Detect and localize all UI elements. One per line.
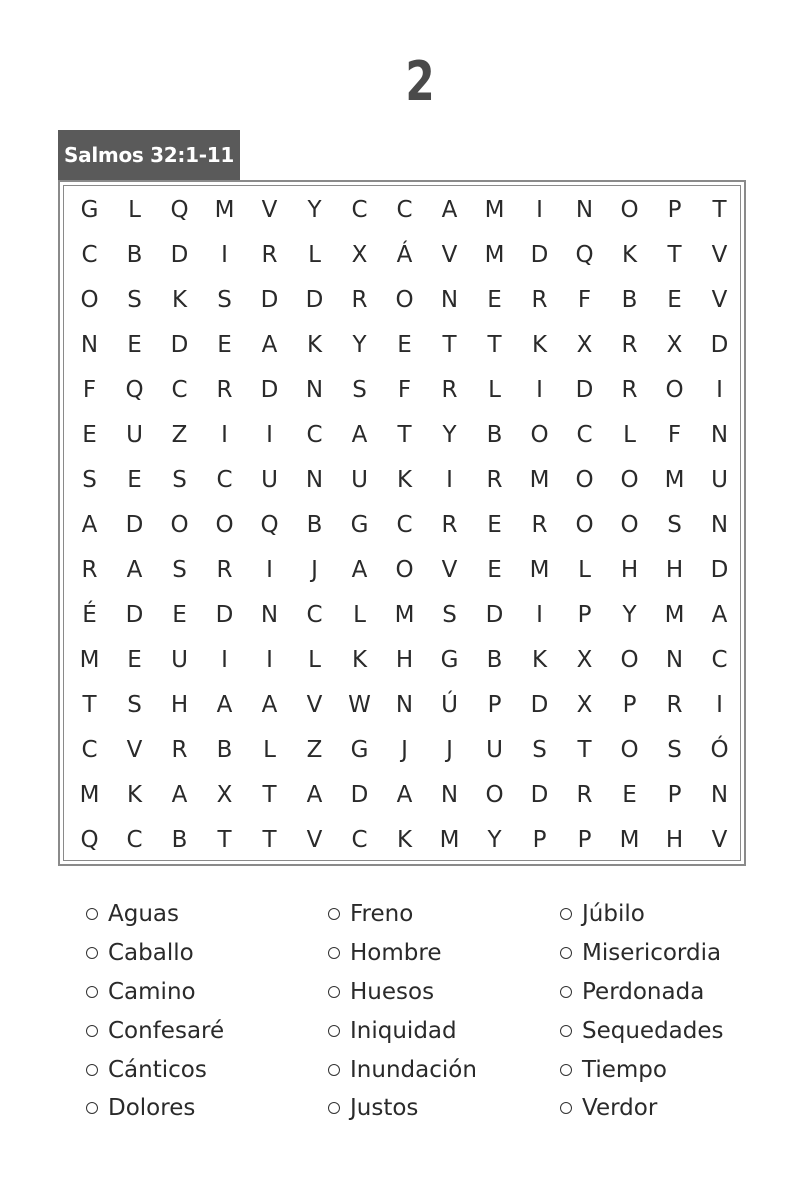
grid-letter-cell[interactable]: A — [351, 556, 368, 583]
grid-letter-cell[interactable]: V — [711, 286, 728, 313]
grid-letter-cell[interactable]: L — [128, 196, 141, 223]
word-list-item[interactable] — [86, 1089, 224, 1128]
word-label: Iniquidad — [350, 1017, 457, 1044]
grid-letter-cell[interactable]: L — [623, 421, 636, 448]
checkbox-circle-icon[interactable] — [560, 1102, 572, 1114]
grid-letter-cell[interactable]: I — [266, 556, 273, 583]
grid-letter-cell[interactable]: J — [311, 556, 318, 583]
grid-letter-cell[interactable]: K — [621, 241, 638, 268]
grid-letter-cell[interactable]: C — [351, 196, 368, 223]
grid-letter-cell[interactable]: Y — [622, 601, 637, 628]
grid-letter-cell[interactable]: X — [351, 241, 368, 268]
grid-letter-cell[interactable]: G — [80, 196, 99, 223]
grid-letter-cell[interactable]: T — [217, 826, 232, 853]
grid-letter-cell[interactable]: O — [530, 421, 549, 448]
word-column — [86, 895, 224, 1128]
grid-letter-cell[interactable]: G — [350, 511, 369, 538]
word-label: Confesaré — [108, 1017, 225, 1044]
grid-letter-cell[interactable]: D — [260, 376, 279, 403]
grid-letter-cell[interactable]: D — [530, 691, 549, 718]
grid-letter-cell[interactable]: K — [171, 286, 188, 313]
grid-letter-cell[interactable]: C — [171, 376, 188, 403]
grid-letter-cell[interactable]: O — [80, 286, 99, 313]
grid-letter-cell[interactable]: E — [127, 466, 142, 493]
grid-letter-cell[interactable]: I — [266, 421, 273, 448]
grid-letter-cell[interactable]: R — [531, 286, 548, 313]
grid-letter-cell[interactable]: A — [216, 691, 233, 718]
puzzle-number: 2 — [405, 50, 435, 113]
grid-letter-cell[interactable]: A — [306, 781, 323, 808]
grid-letter-cell[interactable]: C — [351, 826, 368, 853]
grid-letter-cell[interactable]: P — [487, 691, 502, 718]
word-list-item[interactable] — [86, 973, 224, 1012]
word-label: Caballo — [108, 940, 194, 967]
grid-letter-cell[interactable]: T — [577, 736, 592, 763]
grid-letter-cell[interactable]: L — [488, 376, 501, 403]
grid-letter-cell[interactable]: K — [396, 826, 413, 853]
grid-letter-cell[interactable]: K — [351, 646, 368, 673]
grid-letter-cell[interactable]: I — [536, 376, 543, 403]
grid-letter-cell[interactable]: A — [171, 781, 188, 808]
grid-letter-cell[interactable]: X — [576, 691, 593, 718]
word-list-item[interactable] — [560, 895, 724, 934]
word-label: Huesos — [350, 978, 435, 1005]
grid-letter-cell[interactable]: N — [305, 376, 324, 403]
grid-letter-cell[interactable]: R — [531, 511, 548, 538]
grid-letter-cell[interactable]: D — [485, 601, 504, 628]
grid-letter-cell[interactable]: B — [621, 286, 638, 313]
grid-letter-cell[interactable]: L — [308, 646, 321, 673]
grid-letter-cell[interactable]: I — [716, 691, 723, 718]
grid-letter-cell[interactable]: S — [532, 736, 547, 763]
checkbox-circle-icon[interactable] — [560, 947, 572, 959]
grid-letter-cell[interactable]: I — [266, 646, 273, 673]
grid-letter-cell[interactable]: O — [395, 556, 414, 583]
grid-letter-cell[interactable]: P — [667, 781, 682, 808]
grid-letter-cell[interactable]: S — [667, 736, 682, 763]
grid-letter-cell[interactable]: U — [486, 736, 503, 763]
grid-letter-cell[interactable]: M — [484, 241, 505, 268]
grid-letter-cell[interactable]: Z — [306, 736, 323, 763]
grid-letter-cell[interactable]: R — [216, 376, 233, 403]
grid-letter-cell[interactable]: O — [170, 511, 189, 538]
grid-letter-cell[interactable]: X — [576, 646, 593, 673]
word-list-item[interactable] — [560, 1011, 724, 1050]
grid-letter-cell[interactable]: T — [667, 241, 682, 268]
grid-letter-cell[interactable]: E — [397, 331, 412, 358]
grid-letter-cell[interactable]: O — [575, 466, 594, 493]
grid-letter-cell[interactable]: C — [306, 601, 323, 628]
grid-letter-cell[interactable]: Q — [170, 196, 189, 223]
grid-letter-cell[interactable]: M — [484, 196, 505, 223]
grid-letter-cell[interactable]: S — [82, 466, 97, 493]
grid-letter-cell[interactable]: P — [577, 601, 592, 628]
grid-letter-cell[interactable]: R — [576, 781, 593, 808]
grid-letter-cell[interactable]: O — [395, 286, 414, 313]
word-label: Sequedades — [582, 1017, 724, 1044]
grid-letter-cell[interactable]: D — [170, 331, 189, 358]
word-label: Aguas — [108, 901, 179, 928]
grid-letter-cell[interactable]: M — [79, 646, 100, 673]
grid-letter-cell[interactable]: G — [440, 646, 459, 673]
grid-letter-cell[interactable]: F — [397, 376, 412, 403]
grid-letter-cell[interactable]: E — [82, 421, 97, 448]
grid-letter-cell[interactable]: D — [125, 601, 144, 628]
grid-letter-cell[interactable]: I — [221, 646, 228, 673]
grid-letter-cell[interactable]: U — [351, 466, 368, 493]
word-list-item[interactable] — [560, 973, 724, 1012]
grid-letter-cell[interactable]: M — [619, 826, 640, 853]
grid-letter-cell[interactable]: R — [171, 736, 188, 763]
grid-letter-cell[interactable]: E — [667, 286, 682, 313]
grid-letter-cell[interactable]: M — [79, 781, 100, 808]
grid-letter-cell[interactable]: Ú — [441, 691, 458, 718]
word-list — [86, 895, 766, 1135]
grid-letter-cell[interactable]: R — [81, 556, 98, 583]
grid-letter-cell[interactable]: Á — [396, 241, 413, 268]
word-list-item[interactable] — [560, 1050, 724, 1089]
grid-letter-cell[interactable]: H — [665, 556, 684, 583]
grid-letter-cell[interactable]: I — [221, 241, 228, 268]
word-list-item[interactable] — [328, 895, 477, 934]
grid-letter-cell[interactable]: R — [261, 241, 278, 268]
grid-letter-cell[interactable]: L — [353, 601, 366, 628]
word-label: Cánticos — [108, 1056, 207, 1083]
checkbox-circle-icon[interactable] — [86, 1025, 98, 1037]
grid-letter-cell[interactable]: A — [126, 556, 143, 583]
checkbox-circle-icon[interactable] — [560, 1064, 572, 1076]
grid-letter-cell[interactable]: C — [396, 511, 413, 538]
grid-letter-cell[interactable]: O — [485, 781, 504, 808]
grid-letter-cell[interactable]: B — [216, 736, 233, 763]
grid-letter-cell[interactable]: C — [306, 421, 323, 448]
word-list-item[interactable] — [328, 934, 477, 973]
checkbox-circle-icon[interactable] — [328, 1064, 340, 1076]
checkbox-circle-icon[interactable] — [328, 1025, 340, 1037]
grid-letter-cell[interactable]: O — [575, 511, 594, 538]
grid-letter-cell[interactable]: H — [170, 691, 189, 718]
grid-letter-cell[interactable]: P — [577, 826, 592, 853]
grid-letter-cell[interactable]: K — [126, 781, 143, 808]
grid-letter-cell[interactable]: R — [486, 466, 503, 493]
grid-letter-cell[interactable]: L — [263, 736, 276, 763]
grid-letter-cell[interactable]: D — [710, 331, 729, 358]
checkbox-circle-icon[interactable] — [328, 1102, 340, 1114]
word-list-item[interactable] — [86, 895, 224, 934]
grid-letter-cell[interactable]: B — [486, 421, 503, 448]
grid-letter-cell[interactable]: N — [260, 601, 279, 628]
grid-letter-cell[interactable]: G — [350, 736, 369, 763]
grid-letter-cell[interactable]: R — [351, 286, 368, 313]
grid-letter-cell[interactable]: H — [665, 826, 684, 853]
grid-letter-cell[interactable]: E — [127, 331, 142, 358]
word-column — [560, 895, 724, 1128]
grid-letter-cell[interactable]: D — [125, 511, 144, 538]
grid-letter-cell[interactable]: M — [529, 466, 550, 493]
grid-letter-cell[interactable]: C — [81, 241, 98, 268]
grid-letter-cell[interactable]: A — [81, 511, 98, 538]
word-list-item[interactable] — [560, 934, 724, 973]
grid-letter-cell[interactable]: Q — [80, 826, 99, 853]
checkbox-circle-icon[interactable] — [560, 986, 572, 998]
grid-letter-cell[interactable]: V — [711, 241, 728, 268]
checkbox-circle-icon[interactable] — [86, 1102, 98, 1114]
grid-letter-cell[interactable]: U — [711, 466, 728, 493]
grid-letter-cell[interactable]: N — [305, 466, 324, 493]
grid-letter-cell[interactable]: R — [621, 331, 638, 358]
word-list-item[interactable] — [328, 1089, 477, 1128]
word-list-item[interactable] — [86, 1011, 224, 1050]
grid-letter-cell[interactable]: M — [664, 466, 685, 493]
grid-letter-cell[interactable]: Ó — [710, 736, 729, 763]
grid-letter-cell[interactable]: L — [308, 241, 321, 268]
grid-letter-cell[interactable]: X — [216, 781, 233, 808]
word-label: Camino — [108, 978, 196, 1005]
grid-letter-cell[interactable]: E — [622, 781, 637, 808]
grid-letter-cell[interactable]: A — [351, 421, 368, 448]
grid-letter-cell[interactable]: V — [711, 826, 728, 853]
grid-letter-cell[interactable]: D — [305, 286, 324, 313]
grid-letter-cell[interactable]: O — [665, 376, 684, 403]
grid-letter-cell[interactable]: C — [81, 736, 98, 763]
grid-letter-cell[interactable]: Q — [575, 241, 594, 268]
grid-letter-cell[interactable]: E — [172, 601, 187, 628]
grid-letter-cell[interactable]: Y — [307, 196, 322, 223]
grid-letter-cell[interactable]: T — [487, 331, 502, 358]
grid-letter-cell[interactable]: S — [172, 556, 187, 583]
grid-letter-cell[interactable]: V — [126, 736, 143, 763]
grid-letter-cell[interactable]: F — [667, 421, 682, 448]
grid-letter-cell[interactable]: K — [531, 646, 548, 673]
grid-letter-cell[interactable]: O — [620, 646, 639, 673]
grid-letter-cell[interactable]: K — [531, 331, 548, 358]
grid-letter-cell[interactable]: E — [487, 511, 502, 538]
grid-letter-cell[interactable]: R — [216, 556, 233, 583]
grid-letter-cell[interactable]: J — [446, 736, 453, 763]
grid-letter-cell[interactable]: C — [126, 826, 143, 853]
puzzle-title-tab: Salmos 32:1-11 — [58, 130, 240, 180]
word-label: Verdor — [582, 1095, 658, 1122]
grid-letter-cell[interactable]: N — [80, 331, 99, 358]
word-list-item[interactable] — [328, 973, 477, 1012]
word-label: Tiempo — [582, 1056, 667, 1083]
word-label: Júbilo — [582, 901, 645, 928]
grid-letter-cell[interactable]: R — [666, 691, 683, 718]
grid-letter-cell[interactable]: Y — [487, 826, 502, 853]
grid-letter-cell[interactable]: K — [306, 331, 323, 358]
checkbox-circle-icon[interactable] — [86, 1064, 98, 1076]
checkbox-circle-icon[interactable] — [560, 1025, 572, 1037]
grid-letter-cell[interactable]: P — [532, 826, 547, 853]
grid-letter-cell[interactable]: B — [126, 241, 143, 268]
letter-grid — [67, 187, 742, 862]
grid-letter-cell[interactable]: D — [350, 781, 369, 808]
grid-letter-cell[interactable]: A — [396, 781, 413, 808]
grid-letter-cell[interactable]: J — [401, 736, 408, 763]
checkbox-circle-icon[interactable] — [328, 908, 340, 920]
word-label: Perdonada — [582, 978, 705, 1005]
grid-letter-cell[interactable]: C — [576, 421, 593, 448]
grid-letter-cell[interactable]: F — [82, 376, 97, 403]
grid-letter-cell[interactable]: C — [216, 466, 233, 493]
checkbox-circle-icon[interactable] — [86, 986, 98, 998]
grid-letter-cell[interactable]: N — [395, 691, 414, 718]
grid-letter-cell[interactable]: T — [82, 691, 97, 718]
grid-letter-cell[interactable]: I — [536, 196, 543, 223]
grid-letter-cell[interactable]: P — [622, 691, 637, 718]
grid-letter-cell[interactable]: A — [441, 196, 458, 223]
grid-letter-cell[interactable]: V — [261, 196, 278, 223]
grid-letter-cell[interactable]: B — [486, 646, 503, 673]
grid-letter-cell[interactable]: O — [620, 466, 639, 493]
grid-letter-cell[interactable]: D — [575, 376, 594, 403]
grid-letter-cell[interactable]: A — [261, 691, 278, 718]
grid-letter-cell[interactable]: S — [667, 511, 682, 538]
grid-letter-cell[interactable]: U — [171, 646, 188, 673]
grid-letter-cell[interactable]: O — [620, 511, 639, 538]
grid-letter-cell[interactable]: Y — [442, 421, 457, 448]
grid-letter-cell[interactable]: Z — [171, 421, 188, 448]
grid-letter-cell[interactable]: N — [710, 511, 729, 538]
word-label: Justos — [350, 1095, 419, 1122]
grid-letter-cell[interactable]: W — [348, 691, 371, 718]
grid-letter-cell[interactable]: R — [441, 511, 458, 538]
grid-letter-cell[interactable]: E — [127, 646, 142, 673]
grid-letter-cell[interactable]: Q — [125, 376, 144, 403]
grid-letter-cell[interactable]: M — [439, 826, 460, 853]
grid-letter-cell[interactable]: C — [711, 646, 728, 673]
grid-letter-cell[interactable]: I — [716, 376, 723, 403]
grid-letter-cell[interactable]: É — [82, 601, 97, 628]
grid-letter-cell[interactable]: D — [260, 286, 279, 313]
word-list-item[interactable] — [560, 1089, 724, 1128]
grid-letter-cell[interactable]: T — [712, 196, 727, 223]
grid-letter-cell[interactable]: O — [620, 196, 639, 223]
grid-letter-cell[interactable]: U — [261, 466, 278, 493]
grid-letter-cell[interactable]: F — [577, 286, 592, 313]
grid-letter-cell[interactable]: H — [620, 556, 639, 583]
grid-letter-cell[interactable]: S — [217, 286, 232, 313]
grid-letter-cell[interactable]: N — [575, 196, 594, 223]
grid-letter-cell[interactable]: X — [666, 331, 683, 358]
grid-letter-cell[interactable]: D — [170, 241, 189, 268]
grid-letter-cell[interactable]: N — [440, 286, 459, 313]
checkbox-circle-icon[interactable] — [86, 908, 98, 920]
grid-letter-cell[interactable]: N — [440, 781, 459, 808]
word-label: Inundación — [350, 1056, 477, 1083]
grid-letter-cell[interactable]: E — [487, 556, 502, 583]
grid-letter-cell[interactable]: D — [530, 241, 549, 268]
grid-letter-cell[interactable]: N — [710, 781, 729, 808]
grid-letter-cell[interactable]: H — [395, 646, 414, 673]
grid-letter-cell[interactable]: P — [667, 196, 682, 223]
grid-letter-cell[interactable]: U — [126, 421, 143, 448]
grid-letter-cell[interactable]: D — [710, 556, 729, 583]
grid-letter-cell[interactable]: M — [664, 601, 685, 628]
grid-letter-cell[interactable]: O — [620, 736, 639, 763]
grid-letter-cell[interactable]: I — [446, 466, 453, 493]
grid-letter-cell[interactable]: V — [441, 556, 458, 583]
grid-letter-cell[interactable]: M — [214, 196, 235, 223]
grid-letter-cell[interactable]: T — [397, 421, 412, 448]
grid-letter-cell[interactable]: S — [442, 601, 457, 628]
grid-letter-cell[interactable]: V — [306, 691, 323, 718]
grid-letter-cell[interactable]: V — [306, 826, 323, 853]
checkbox-circle-icon[interactable] — [86, 947, 98, 959]
grid-letter-cell[interactable]: R — [441, 376, 458, 403]
grid-letter-cell[interactable]: S — [127, 286, 142, 313]
grid-letter-cell[interactable]: S — [172, 466, 187, 493]
grid-letter-cell[interactable]: N — [710, 421, 729, 448]
word-label: Freno — [350, 901, 414, 928]
word-list-item[interactable] — [328, 1011, 477, 1050]
word-label: Dolores — [108, 1095, 196, 1122]
grid-letter-cell[interactable]: Q — [260, 511, 279, 538]
grid-letter-cell[interactable]: E — [217, 331, 232, 358]
word-column — [328, 895, 477, 1128]
grid-letter-cell[interactable]: D — [215, 601, 234, 628]
grid-letter-cell[interactable]: I — [221, 421, 228, 448]
grid-letter-cell[interactable]: A — [711, 601, 728, 628]
grid-letter-cell[interactable]: M — [394, 601, 415, 628]
grid-letter-cell[interactable]: M — [529, 556, 550, 583]
grid-letter-cell[interactable]: T — [262, 781, 277, 808]
grid-letter-cell[interactable]: S — [352, 376, 367, 403]
grid-letter-cell[interactable]: X — [576, 331, 593, 358]
grid-letter-cell[interactable]: B — [306, 511, 323, 538]
word-list-item[interactable] — [86, 934, 224, 973]
word-list-item[interactable] — [86, 1050, 224, 1089]
grid-letter-cell[interactable]: C — [396, 196, 413, 223]
grid-letter-cell[interactable]: V — [441, 241, 458, 268]
grid-letter-cell[interactable]: K — [396, 466, 413, 493]
checkbox-circle-icon[interactable] — [328, 986, 340, 998]
grid-letter-cell[interactable]: I — [536, 601, 543, 628]
word-label: Hombre — [350, 940, 442, 967]
grid-letter-cell[interactable]: Y — [352, 331, 367, 358]
word-list-item[interactable] — [328, 1050, 477, 1089]
grid-letter-cell[interactable]: O — [215, 511, 234, 538]
grid-letter-cell[interactable]: N — [665, 646, 684, 673]
grid-letter-cell[interactable]: S — [127, 691, 142, 718]
word-label: Misericordia — [582, 940, 722, 967]
grid-letter-cell[interactable]: E — [487, 286, 502, 313]
checkbox-circle-icon[interactable] — [328, 947, 340, 959]
grid-letter-cell[interactable]: D — [530, 781, 549, 808]
grid-letter-cell[interactable]: A — [261, 331, 278, 358]
grid-letter-cell[interactable]: T — [442, 331, 457, 358]
checkbox-circle-icon[interactable] — [560, 908, 572, 920]
grid-letter-cell[interactable]: R — [621, 376, 638, 403]
grid-letter-cell[interactable]: T — [262, 826, 277, 853]
grid-letter-cell[interactable]: L — [578, 556, 591, 583]
grid-letter-cell[interactable]: B — [171, 826, 188, 853]
